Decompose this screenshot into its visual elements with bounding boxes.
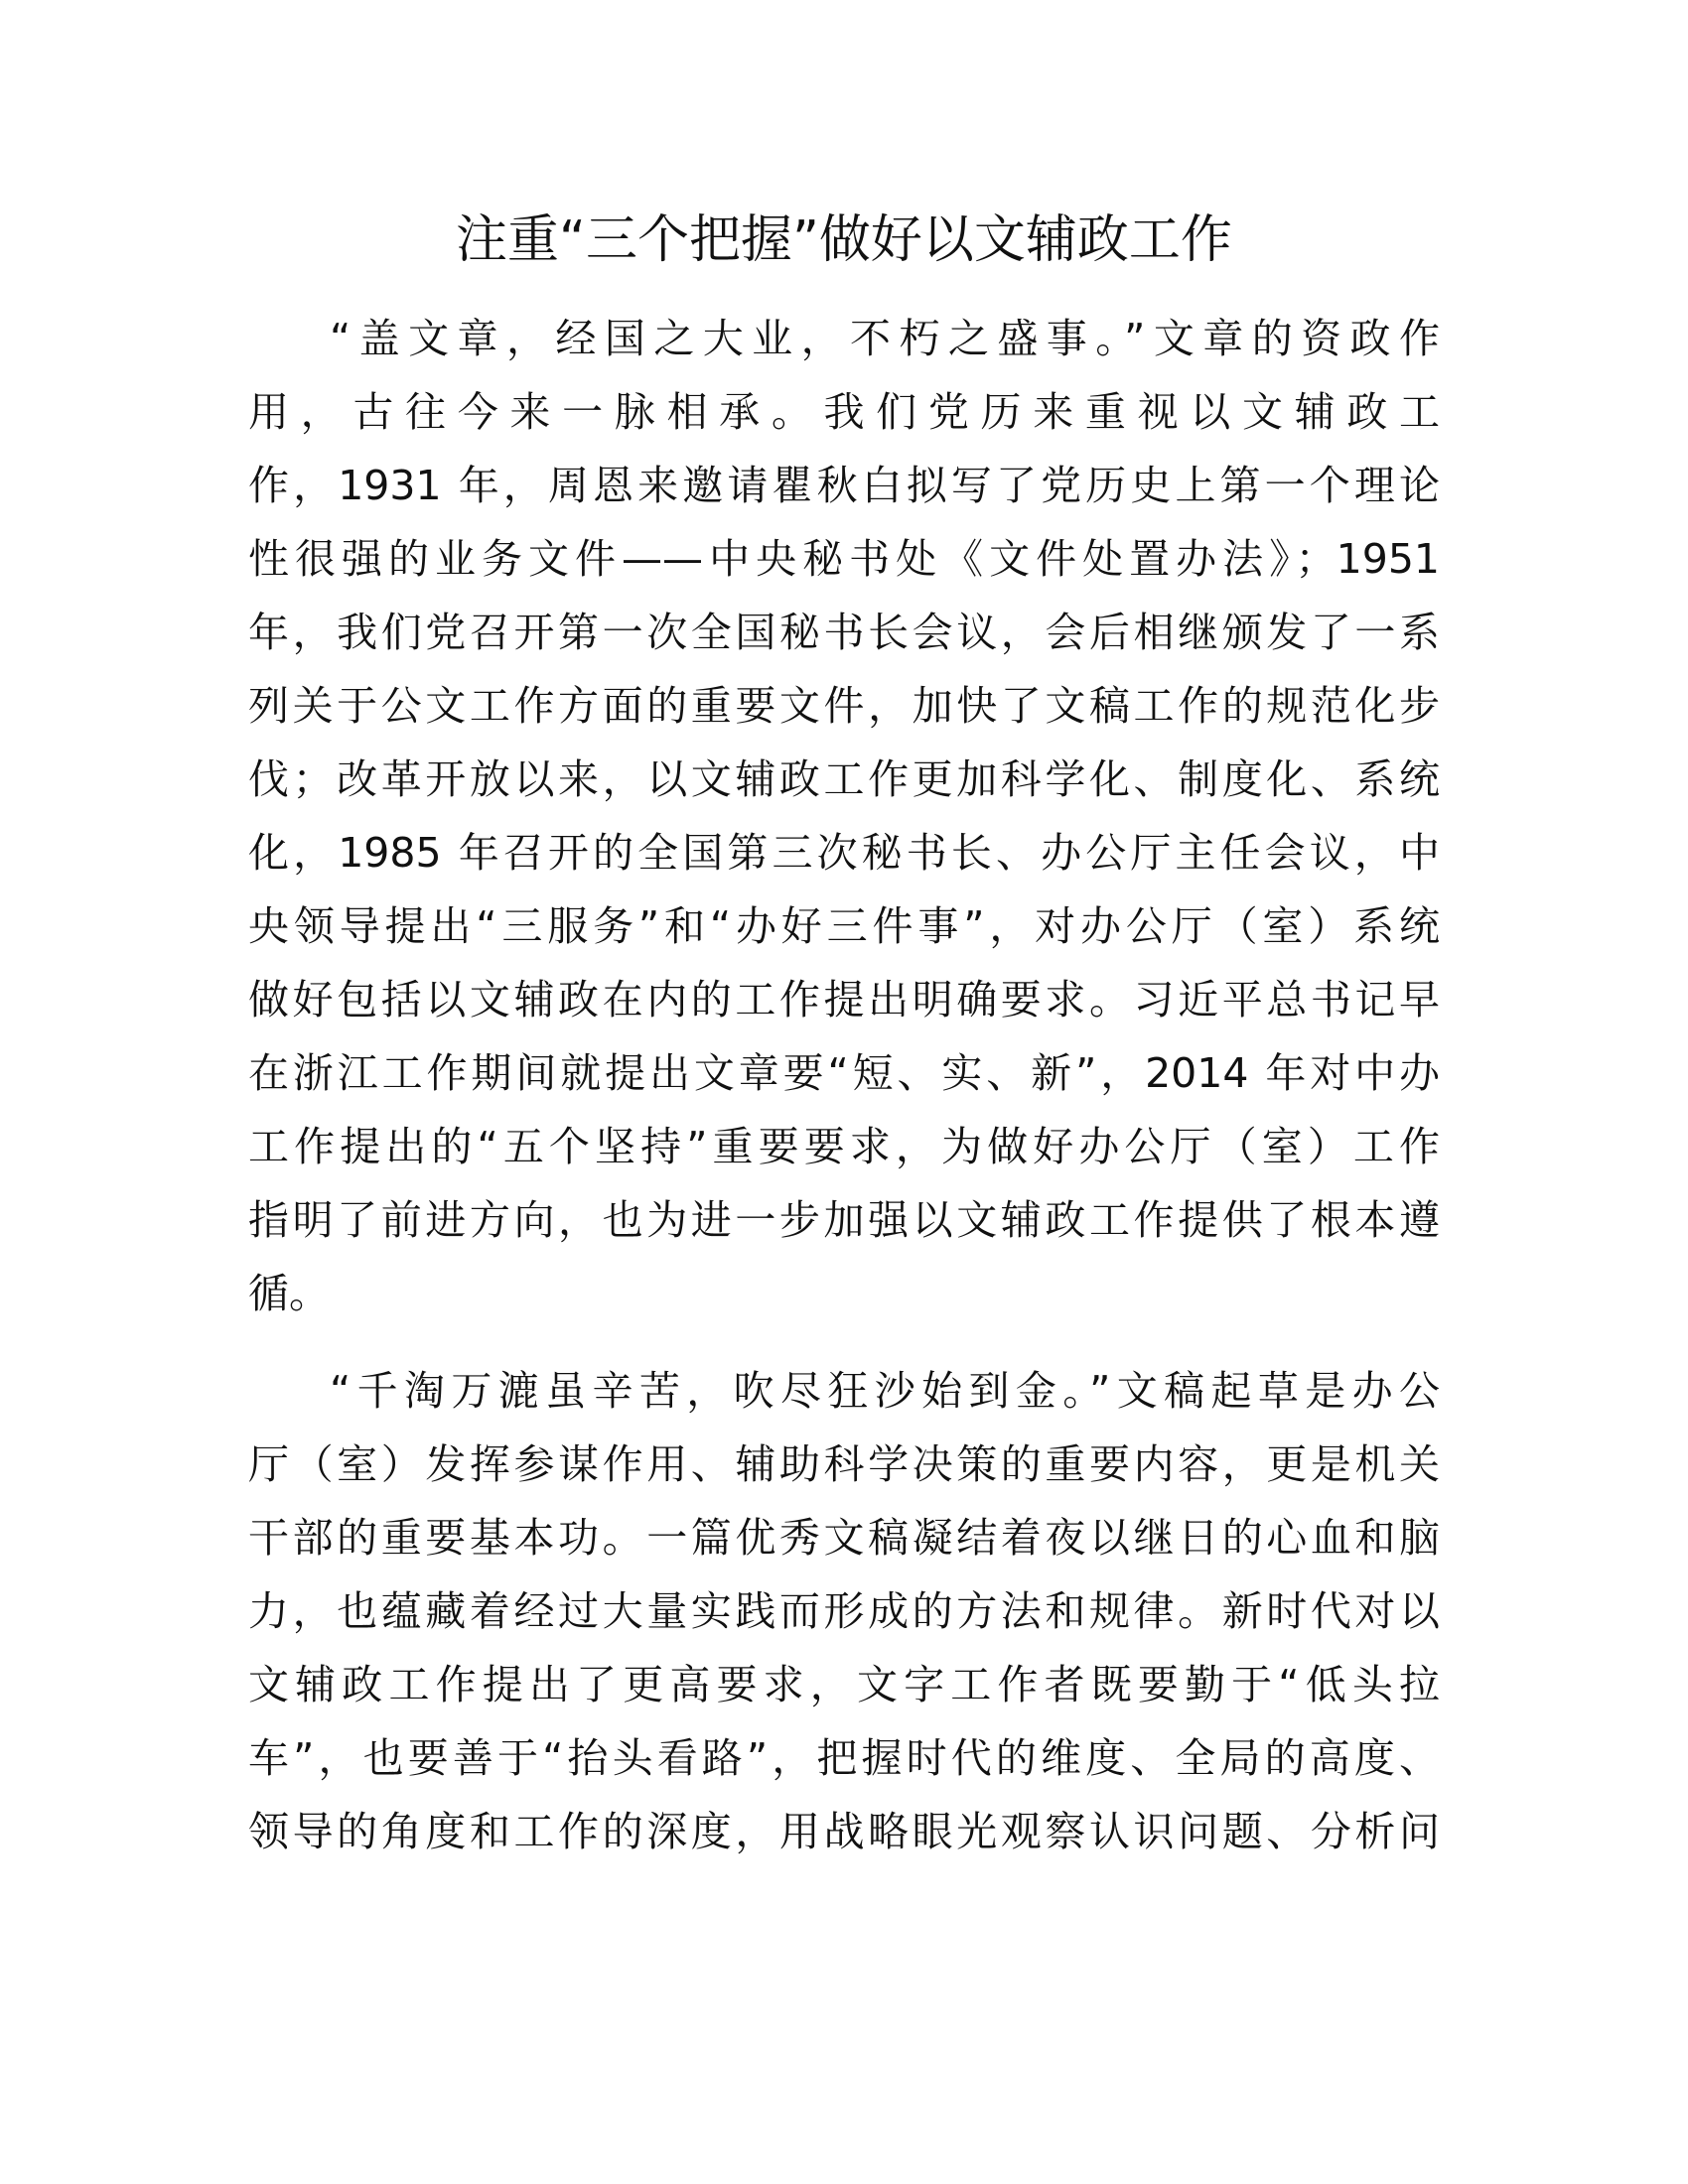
paragraph-1-line-10: 做好包括以文辅政在内的工作提出明确要求。习近平总书记早: [248, 976, 1440, 1024]
paragraph-1-line-3: 作，1931 年，周恩来邀请瞿秋白拟写了党历史上第一个理论: [248, 462, 1440, 509]
paragraph-2-line-4: 力，也蕴藏着经过大量实践而形成的方法和规律。新时代对以: [248, 1587, 1440, 1635]
paragraph-1-line-14: 循。: [248, 1270, 330, 1317]
paragraph-2-line-1: “千淘万漉虽辛苦，吹尽狂沙始到金。”文稿起草是办公: [330, 1367, 1440, 1415]
paragraph-1-line-13: 指明了前进方向，也为进一步加强以文辅政工作提供了根本遵: [248, 1196, 1440, 1244]
paragraph-1-line-8: 化，1985 年召开的全国第三次秘书长、办公厅主任会议，中: [248, 829, 1440, 877]
paragraph-1-line-1: “盖文章，经国之大业，不朽之盛事。”文章的资政作: [330, 315, 1440, 362]
paragraph-1-line-7: 伐；改革开放以来，以文辅政工作更加科学化、制度化、系统: [248, 755, 1440, 803]
paragraph-1-line-6: 列关于公文工作方面的重要文件，加快了文稿工作的规范化步: [248, 682, 1440, 730]
paragraph-1-line-9: 央领导提出“三服务”和“办好三件事”，对办公厅（室）系统: [248, 902, 1440, 950]
paragraph-2-line-2: 厅（室）发挥参谋作用、辅助科学决策的重要内容，更是机关: [248, 1440, 1440, 1488]
paragraph-2-line-6: 车”，也要善于“抬头看路”，把握时代的维度、全局的高度、: [248, 1734, 1440, 1782]
paragraph-1-line-4: 性很强的业务文件——中央秘书处《文件处置办法》；1951: [248, 535, 1440, 583]
paragraph-2-line-5: 文辅政工作提出了更高要求，文字工作者既要勤于“低头拉: [248, 1661, 1440, 1708]
paragraph-1-line-2: 用，古往今来一脉相承。我们党历来重视以文辅政工: [248, 388, 1440, 436]
paragraph-2-line-3: 干部的重要基本功。一篇优秀文稿凝结着夜以继日的心血和脑: [248, 1514, 1440, 1562]
paragraph-1-line-12: 工作提出的“五个坚持”重要要求，为做好办公厅（室）工作: [248, 1123, 1440, 1170]
paragraph-1-line-11: 在浙江工作期间就提出文章要“短、实、新”，2014 年对中办: [248, 1049, 1440, 1097]
paragraph-2-line-7: 领导的角度和工作的深度，用战略眼光观察认识问题、分析问: [248, 1808, 1440, 1855]
paragraph-1-line-5: 年，我们党召开第一次全国秘书长会议，会后相继颁发了一系: [248, 609, 1440, 656]
document-title: 注重“三个把握”做好以文辅政工作: [456, 210, 1232, 270]
